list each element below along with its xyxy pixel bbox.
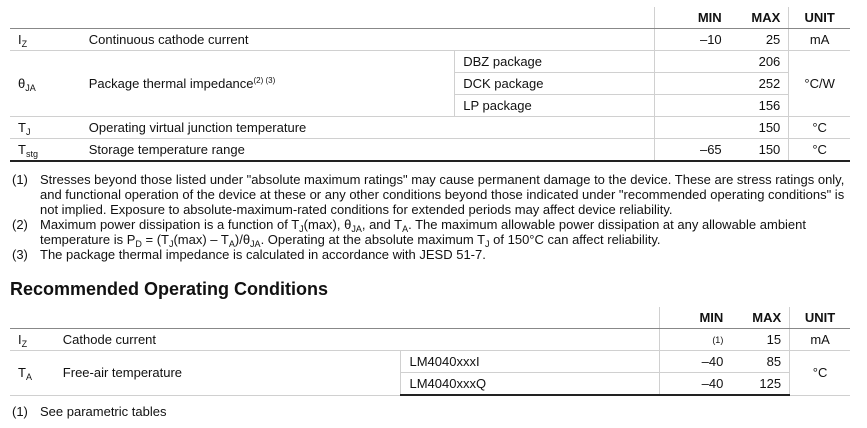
- unit-cell: mA: [790, 329, 850, 351]
- min-reference: (1): [659, 329, 731, 351]
- table-row: [10, 29, 850, 51]
- unit-cell: °C: [790, 351, 850, 396]
- symbol-cell: $\theta_{JA}$: [10, 51, 81, 117]
- max-cell: 85: [731, 351, 789, 373]
- unit-cell: mA: [789, 29, 850, 51]
- footnote: [12, 247, 846, 262]
- parameter-cell: Storage temperature range: [81, 139, 655, 162]
- variant-cell: LM4040xxxQ: [401, 373, 659, 396]
- max-cell: 156: [730, 95, 789, 117]
- unit-cell: °C: [789, 139, 850, 162]
- table-row: [10, 351, 850, 373]
- footnote: [12, 217, 846, 247]
- absolute-maximum-footnotes: [12, 172, 846, 262]
- footnote-text: The package thermal impedance is calculated in accordance with JESD 51-7.: [40, 247, 486, 262]
- footnote-number: (1): [12, 404, 28, 419]
- max-cell: 150: [730, 139, 789, 162]
- footnote-number: (2): [12, 217, 28, 232]
- table-row: [10, 51, 850, 73]
- footnote-text: Maximum power dissipation is a function of $T_J(\max)$, $\theta_{JA}$, and $T_A$. The maximum allowable power dissipation at any allowable ambient temperature is $P_D = (T_J(\max) - T_A)/\theta_{JA}$. Operating at the absolute maximum $T_J$ of 150°C can affect reliability.: [40, 217, 807, 249]
- max-cell: 25: [730, 29, 789, 51]
- recommended-conditions-table: [10, 307, 850, 396]
- section-title: Recommended Operating Conditions: [10, 279, 329, 299]
- footnote: [12, 172, 846, 217]
- unit-header: UNIT: [789, 7, 850, 29]
- parameter-cell: Continuous cathode current: [81, 29, 655, 51]
- min-header: MIN: [654, 7, 729, 29]
- recommended-footnotes: [12, 404, 846, 419]
- max-cell: 125: [731, 373, 789, 396]
- symbol-cell: $I_Z$: [10, 329, 55, 351]
- unit-cell: °C/W: [789, 51, 850, 117]
- symbol-cell: $T_{stg}$: [10, 139, 81, 162]
- unit-cell: °C: [789, 117, 850, 139]
- variant-cell: LM4040xxxI: [401, 351, 659, 373]
- max-cell: 150: [730, 117, 789, 139]
- parameter-cell: Cathode current: [55, 329, 659, 351]
- unit-header: UNIT: [790, 307, 850, 329]
- symbol-cell: $T_J$: [10, 117, 81, 139]
- table-row: [10, 139, 850, 162]
- max-header: MAX: [730, 7, 789, 29]
- footnote: [12, 404, 846, 419]
- parameter-cell: Free-air temperature: [55, 351, 401, 396]
- parameter-cell: Package thermal impedance$^{(2) (3)}$: [81, 51, 455, 117]
- max-cell: 15: [731, 329, 789, 351]
- absolute-maximum-ratings-table: [10, 7, 850, 162]
- min-header: MIN: [659, 307, 731, 329]
- package-cell: DBZ package: [455, 51, 655, 73]
- parameter-cell: Operating virtual junction temperature: [81, 117, 655, 139]
- table-row: [10, 329, 850, 351]
- max-cell: 206: [730, 51, 789, 73]
- table-row: [10, 117, 850, 139]
- min-cell: –65: [654, 139, 729, 162]
- min-cell: –40: [659, 351, 731, 373]
- table-header-row: [10, 7, 850, 29]
- package-cell: DCK package: [455, 73, 655, 95]
- package-cell: LP package: [455, 95, 655, 117]
- footnote-number: (1): [12, 172, 28, 187]
- footnote-number: (3): [12, 247, 28, 262]
- table-header-row: [10, 307, 850, 329]
- min-cell: –40: [659, 373, 731, 396]
- footnote-text: See parametric tables: [40, 404, 167, 419]
- footnote-text: Stresses beyond those listed under "absolute maximum ratings" may cause permanent damage to the device. These are stress ratings only, and functional operation of the device at these or any other conditions beyond those indicated under "recommended operating conditions" is not implied. Exposure to absolute-maximum-rated conditions for extended periods may affect device reliability.: [40, 172, 845, 217]
- symbol-cell: $T_A$: [10, 351, 55, 396]
- max-cell: 252: [730, 73, 789, 95]
- max-header: MAX: [731, 307, 789, 329]
- min-cell: –10: [654, 29, 729, 51]
- symbol-cell: $I_Z$: [10, 29, 81, 51]
